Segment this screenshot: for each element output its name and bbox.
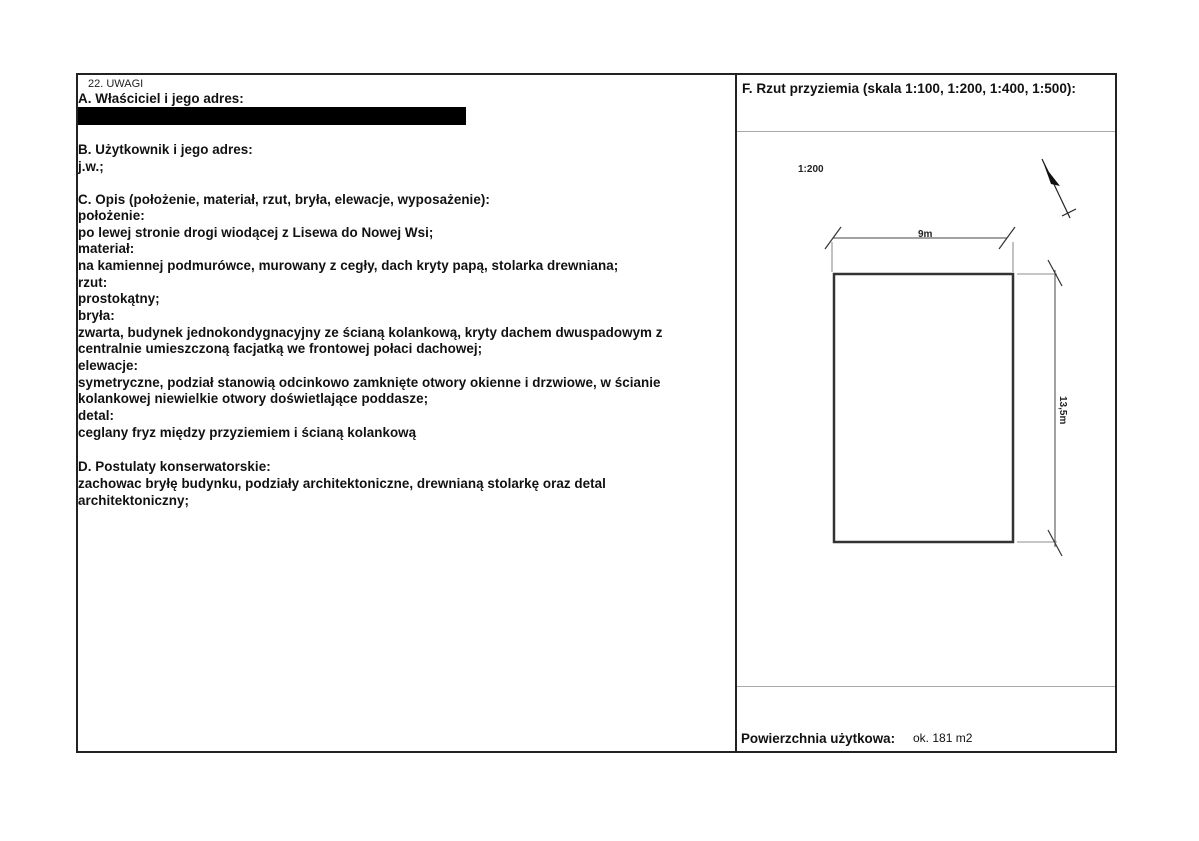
building-outline	[834, 274, 1013, 542]
elevations-label: elewacje:	[78, 358, 139, 373]
postulates-value-1: zachowac bryłę budynku, podziały architektoniczne, drewnianą stolarkę oraz detal	[78, 476, 606, 491]
area-label: Powierzchnia użytkowa:	[741, 731, 896, 746]
length-dimension	[1017, 260, 1062, 556]
postulates-value-2: architektoniczny;	[78, 493, 189, 508]
mass-label: bryła:	[78, 308, 115, 323]
location-value: po lewej stronie drogi wiodącej z Lisewa do Nowej Wsi;	[78, 225, 434, 240]
plan-drawing	[737, 132, 1115, 688]
location-label: położenie:	[78, 208, 145, 223]
plan-label: rzut:	[78, 275, 108, 290]
plan-value: prostokątny;	[78, 291, 160, 306]
description-heading: C. Opis (położenie, materiał, rzut, bryła, elewacje, wyposażenie):	[78, 192, 490, 207]
detail-value: ceglany fryz między przyziemiem i ścianą kolankową	[78, 425, 417, 440]
mass-value-1: zwarta, budynek jednokondygnacyjny ze ścianą kolankową, kryty dachem dwuspadowym z	[78, 325, 663, 340]
elevations-value-1: symetryczne, podział stanowią odcinkowo zamknięte otwory okienne i drzwiowe, w ścianie	[78, 375, 661, 390]
width-label: 9m	[918, 229, 933, 240]
redacted-owner-address	[78, 107, 466, 125]
elevations-value-2: kolankowej niewielkie otwory doświetlające poddasze;	[78, 391, 429, 406]
length-label: 13,5m	[1057, 396, 1068, 425]
north-arrow-icon	[1042, 159, 1076, 218]
mass-value-2: centralnie umieszczoną facjatką we frontowej połaci dachowej;	[78, 341, 483, 356]
material-label: materiał:	[78, 241, 135, 256]
detail-label: detal:	[78, 408, 115, 423]
postulates-heading: D. Postulaty konserwatorskie:	[78, 459, 271, 474]
user-heading: B. Użytkownik i jego adres:	[78, 142, 253, 157]
user-value: j.w.;	[78, 159, 104, 174]
area-value: ok. 181 m2	[913, 731, 973, 745]
material-value: na kamiennej podmurówce, murowany z cegły, dach kryty papą, stolarka drewniana;	[78, 258, 619, 273]
plan-heading: F. Rzut przyziemia (skala 1:100, 1:200, 1:400, 1:500):	[742, 81, 1076, 96]
section-number: 22. UWAGI	[88, 78, 144, 90]
owner-heading: A. Właściciel i jego adres:	[78, 91, 244, 106]
scale-label: 1:200	[798, 164, 824, 175]
ground-floor-plan	[737, 131, 1115, 687]
